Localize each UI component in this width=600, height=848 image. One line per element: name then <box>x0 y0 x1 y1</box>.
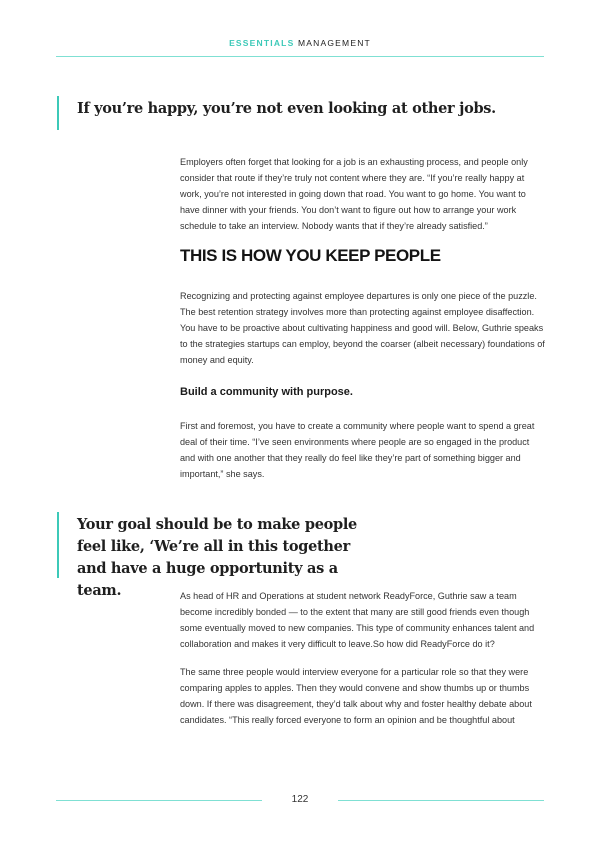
body-paragraph-4: As head of HR and Operations at student network ReadyForce, Guthrie saw a team become incredibly bonded — to the extent that many are still good friends even though some eventually moved to new companies. This type of community enhances talent and collaboration and makes it very difficult to leave.So how did ReadyForce do it? <box>180 591 535 649</box>
pullquote-1: If you’re happy, you’re not even looking at other jobs. <box>77 100 496 117</box>
body-paragraph-3: First and foremost, you have to create a community where people want to spend a great deal of their time. “I’ve seen environments where people are so engaged in the product and with one another that they really do feel like they’re part of something bigger and important,” she says. <box>180 421 535 479</box>
running-header <box>0 38 600 48</box>
header-accent: ESSENTIALS <box>229 38 295 48</box>
body-paragraph-5: The same three people would interview everyone for a particular role so that they were comparing apples to apples. Then they would convene and show thumbs up or thumbs down. If there was disagreement, they’d talk about why and foster healthy debate about candidates. “This really forced everyone to form an opinion and be thoughtful about <box>180 667 532 725</box>
page-number: 122 <box>291 794 309 805</box>
pullquote-2: Your goal should be to make people feel like, ‘We’re all in this together and have a huge opportunity as a team. <box>77 516 357 599</box>
footer-rule-right <box>338 800 544 801</box>
pullquote-bar-2 <box>57 512 59 578</box>
header-rule <box>56 56 544 57</box>
body-paragraph-1: Employers often forget that looking for a job is an exhausting process, and people only consider that route if they’re truly not content where they are. “If you’re really happy at work, you’re not interested in going down that road. You want to go home. You want to have dinner with your friends. You don’t want to figure out how to arrange your work schedule to take an interview. Nobody wants that if they’re already satisfied.” <box>180 157 528 231</box>
footer-rule-left <box>56 800 262 801</box>
section-heading: THIS IS HOW YOU KEEP PEOPLE <box>180 246 441 265</box>
pullquote-bar-1 <box>57 96 59 130</box>
subheading: Build a community with purpose. <box>180 386 353 398</box>
body-paragraph-2: Recognizing and protecting against employee departures is only one piece of the puzzle. The best retention strategy involves more than protecting against employee disaffection. You have to be proactive about cultivating happiness and good will. Below, Guthrie speaks to the strategies startups can employ, beyond the coarser (albeit necessary) foundations of money and equity. <box>180 291 545 365</box>
header-section: MANAGEMENT <box>298 38 371 48</box>
